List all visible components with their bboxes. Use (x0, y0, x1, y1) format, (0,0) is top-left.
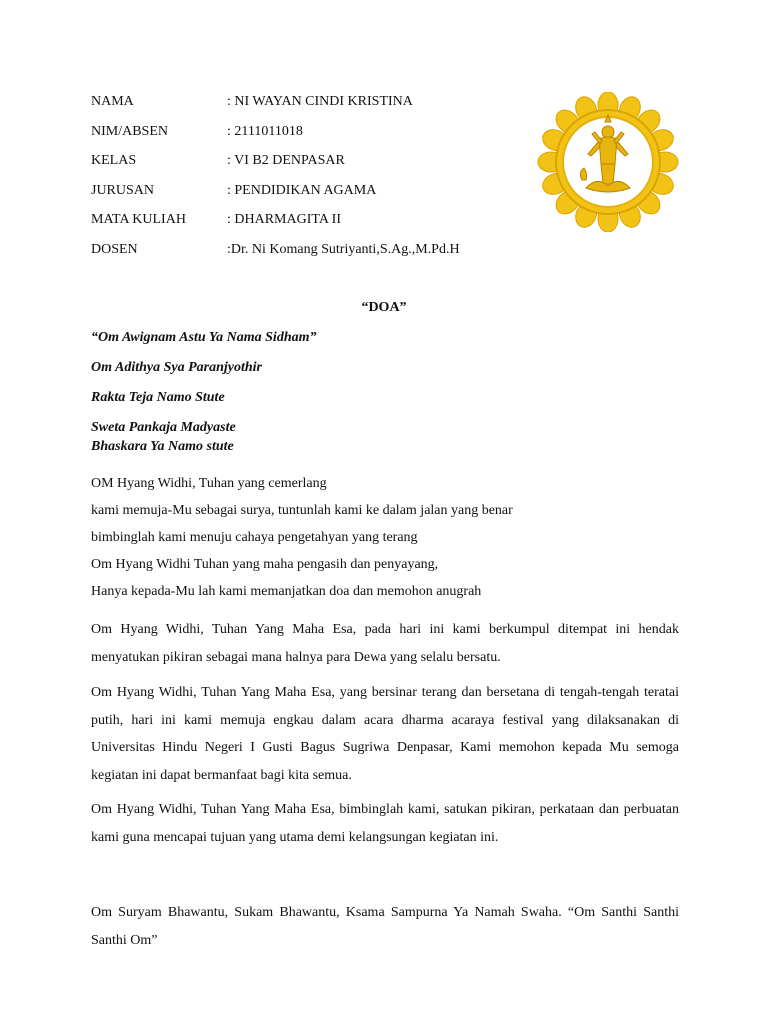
closing-paragraph: Om Suryam Bhawantu, Sukam Bhawantu, Ksama Sampurna Ya Namah Swaha. “Om Santhi Santhi Santhi Om” (91, 905, 679, 948)
info-value: : VI B2 DENPASAR (227, 153, 345, 169)
mantra-line: Rakta Teja Namo Stute (91, 390, 225, 405)
info-label: DOSEN (91, 241, 138, 257)
info-row-dosen (91, 240, 521, 270)
info-row-kelas (91, 151, 521, 181)
info-label: NIM/ABSEN (91, 123, 169, 139)
info-value: : NI WAYAN CINDI KRISTINA (227, 94, 413, 109)
verse-line: bimbinglah kami menuju cahaya pengetahyan yang terang (91, 530, 418, 545)
info-value: : PENDIDIKAN AGAMA (227, 182, 377, 198)
info-row-nama (91, 92, 521, 122)
verse-line: Hanya kepada-Mu lah kami memanjatkan doa dan memohon anugrah (91, 584, 482, 599)
lotus-deity-emblem-icon (533, 92, 683, 232)
prayer-paragraph: Om Hyang Widhi, Tuhan Yang Maha Esa, pada hari ini kami berkumpul ditempat ini hendak menyatukan pikiran sebagai mana halnya para Dewa yang selalu bersatu. (91, 622, 679, 665)
info-row-mata-kuliah (91, 210, 521, 240)
verse-line: OM Hyang Widhi, Tuhan yang cemerlang (91, 476, 327, 491)
verse-line: kami memuja-Mu sebagai surya, tuntunlah kami ke dalam jalan yang benar (91, 503, 513, 518)
prayer-paragraph: Om Hyang Widhi, Tuhan Yang Maha Esa, bimbinglah kami, satukan pikiran, perkataan dan perbuatan kami guna mencapai tujuan yang utama demi kelangsungan kegiatan ini. (91, 802, 679, 845)
mantra-line: “Om Awignam Astu Ya Nama Sidham” (91, 330, 317, 345)
info-label: JURUSAN (91, 182, 155, 198)
mantra-line: Sweta Pankaja Madyaste (91, 420, 236, 435)
info-label: MATA KULIAH (91, 212, 186, 228)
mantra-line: Bhaskara Ya Namo stute (91, 439, 234, 454)
info-row-nim (91, 122, 521, 152)
info-value: : 2111011018 (227, 123, 303, 139)
mantra-line: Om Adithya Sya Paranjyothir (91, 360, 263, 375)
info-row-jurusan (91, 181, 521, 211)
info-value: :Dr. Ni Komang Sutriyanti,S.Ag.,M.Pd.H (227, 241, 460, 257)
info-label: NAMA (91, 94, 134, 109)
document-title: “DOA” (361, 300, 407, 315)
verse-line: Om Hyang Widhi Tuhan yang maha pengasih dan penyayang, (91, 557, 439, 572)
identity-table (91, 92, 521, 270)
info-label: KELAS (91, 153, 137, 169)
info-value: : DHARMAGITA II (227, 212, 341, 228)
prayer-paragraph: Om Hyang Widhi, Tuhan Yang Maha Esa, yang bersinar terang dan bersetana di tengah-tengah teratai putih, hari ini kami memuja engkau dalam acara dharma acaraya festival yang dilaksanakan di Universitas Hindu Negeri I Gusti Bagus Sugriwa Denpasar, Kami memohon kepada Mu semoga kegiatan ini dapat bermanfaat bagi kita semua. (91, 685, 679, 783)
prayer-verse (91, 474, 691, 609)
